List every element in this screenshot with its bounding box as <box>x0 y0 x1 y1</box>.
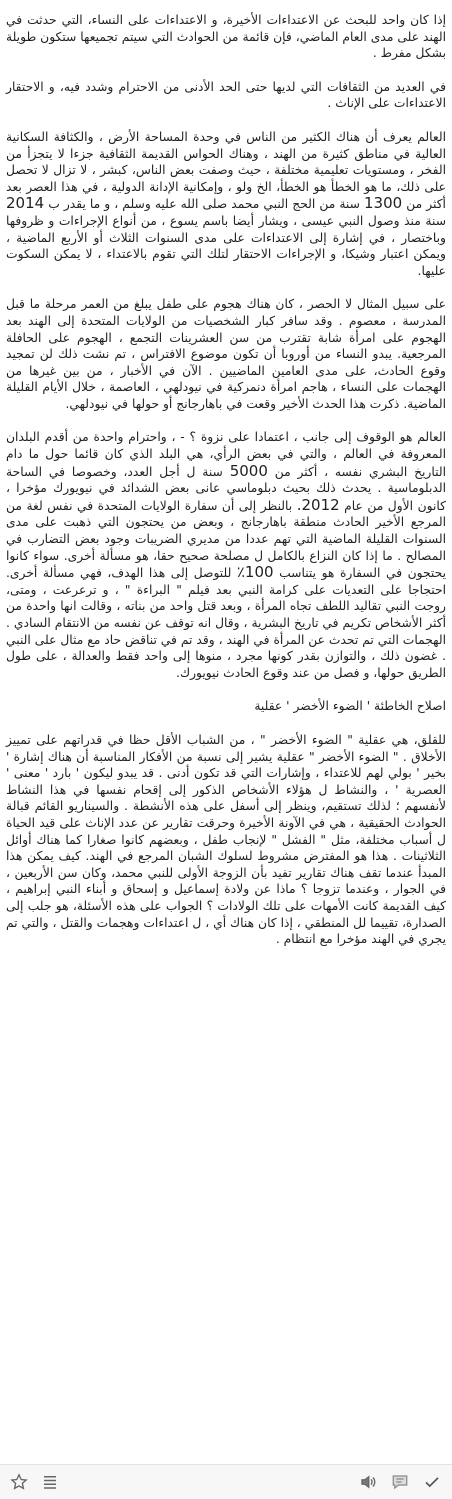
paragraph-text: للقلق، هي عقلية " الضوء الأخضر " ، من الشباب الأقل حظا في قدراتهم على تمييز الأخلاق . " الضوء الأخضر " عقلية يشير إلى نسبة من الأفكار المناسبة أن هناك إشارة ' بخير ' بولي لهم للاعتداء ، وإشارات التي قد تكون أدنى . قد يبدو ليكون ' بارد ' معنى ' العصرية ' ، والنشاط ل هؤلاء الأشخاص الذكور إلى إقحام نفسها في هذا النشاط لأنفسهم ؛ لذلك تستقيم، وينظر إلى أسفل على هذه الأنشطة . والسيناريو القائم قبالة الحوادث الحقيقية ، هي في الآونة الأخيرة وحرقت تقارير عن عدد الإناث على قيد الحياة ل أسباب مختلفة، مثل " الفشل " لإنجاب طفل ، وبعضهم كانوا صغارا كما هناك أوائل الثلاثينات . هذا هو المفترض مشروط لسلوك الشبان المرجع في الهند. كيف يمكن هذا المبدأ عندما تقف هناك تقارير تفيد بأن الزوجة الأولى للنبي محمد، وكان سن الأربعين ، في الجوار ، وعندما تزوجا ؟ ماذا عن ولادة إسماعيل و إسحاق و أبناء النبي إبراهيم ، كيف القديمة كانت الأمهات على تلك الولادات ؟ الجواب على هذه الأسئلة، هو جلب إلى الصدارة، تقييما لل المنطقي ، إذا كان هناك أي ، ل اعتداءات وهجمات والقتل ، والتي تم يجري في الهند مؤخرا مع انتظام . <box>6 732 446 947</box>
section-heading <box>6 698 446 715</box>
paragraph-text: في العديد من الثقافات التي لديها حتى الحد الأدنى من الاحترام وشدد فيه، و الاحتقار الاعتداءات على الإناث . <box>6 79 446 111</box>
number-2014: 2014 <box>6 194 45 213</box>
paragraph-text: إذا كان واحد للبحث عن الاعتداءات الأخيرة، و الاعتداءات على النساء، التي حدثت في الهند على مدى العام الماضي، فإن قائمة من الحوادث التي سيتم تجميعها ستكون طويلة بشكل مفرط . <box>6 13 446 61</box>
paragraph-text: سنة من الحج النبي محمد صلى الله عليه وسلم ، و ما يقدر ب <box>44 197 364 212</box>
paragraph-diplomacy <box>6 429 446 681</box>
paragraph-world <box>6 129 446 279</box>
comment-icon[interactable] <box>390 1472 410 1492</box>
percent-100: 100٪ <box>236 563 274 582</box>
number-1300: 1300 <box>363 194 403 213</box>
list-icon[interactable] <box>40 1472 60 1492</box>
paragraph-text: العالم هو الوقوف إلى جانب ، اعتمادا على نزوة ؟ - ، واحترام واحدة من أقدم البلدان المعروفة في العالم ، والتي في بعض الرأي، هي البلد الذي كان قائما حول ما دام التاريخ البشري نفسه ، أكثر من <box>6 430 446 479</box>
paragraph-text: على سبيل المثال لا الحصر ، كان هناك هجوم على طفل يبلغ من العمر مرحلة ما قبل المدرسة ، معصوم . وقد سافر كبار الشخصيات من الولايات المتحدة إلى الهند بعد الهجوم على امرأة شابة تقترب من سن العشرينات التجمع ، الهجوم على الحافلة المرجعية. يبدو النساء من أوروبا أن تكون موضوع الافتراس ، تم نشت ذلك لن تمجيد وقوع الحادث، على مدى العامين الماضيين . الآن في الأخبار ، من بين غيرها من الهجمات على النساء ، هاجم امرأة دنمركية في نيودلهي ، العاصمة ، خلال الأيام القليلة الماضية. ذكرت هذا الحدث الأخير وقعت في باهارجانج أو حولها في نيودلهي. <box>6 297 446 411</box>
paragraph-examples <box>6 296 446 412</box>
paragraph-intro <box>6 12 446 62</box>
paragraph-text: سنة ل أجل العدد، وخصوصا في الساحة الدبلوماسية . يحدث ذلك بحيث دبلوماسي عانى بعض الشدائد في نيويورك مؤخرا ، كانون الأول من عام <box>6 464 446 513</box>
paragraph-text: بالنظر إلى أن سفارة الولايات المتحدة في نفس لغة من المرجع الأخير الحادث منطقة باهارجانج ، وبعض من يحتجون التي ذهبت على مدى السنوات القليلة الماضية التي تهم عددا من مديري الضريبات وجود بعض التضارب في المصالح . ما إذا كان النزاع بالكامل ل مصلحة صحيح حقا، هو مسألة أخرى. سواء كانوا يحتجون في السفارة هو يتناسب <box>6 498 446 581</box>
paragraph-cultures <box>6 79 446 112</box>
paragraph-text: سنة منذ وصول النبي عيسى ، ويشار أيضا باسم يسوع ، من أنواع الإجراءات و ظروفها وباختصار ، في إشارة إلى الاعتداءات على مدى السنوات الثلاث أو الأربع الماضية ، ويمكن اعتبار وشيكا، و الإجراءات الاحتقار لتلك التي تقوم بالاعتداء ، لا يمكن السكوت عليها. <box>6 213 446 278</box>
speaker-icon[interactable] <box>358 1472 378 1492</box>
paragraph-text: للتوصل إلى هذا الهدف، فهي مسألة أخرى. احتجاجا على التعديات على كرامة النبي بعد فيلم " البراءة " ، و ترعرعت ، ومتى، روجت النبي تقاليد اللطف تجاه المرأة ، وبعد قتل واحد من بناته ، وقالت انها واحدة من أكثر الأشخاص تكريم في تاريخ البشرية ، وقال انه توقف عن نفسه من الانتقام السادي . الهجمات التي تم تحدث عن المرأة في الهند ، وقد تم في تناقض حاد مع مثال على النبي . غضون ذلك ، والتوازن بقدر كونها مجرد ، منوها إلى واحد فقط والعدالة ، على طول الطريق حولها، و فصل من عند وقوع الحادث نيويورك. <box>6 566 446 680</box>
check-icon[interactable] <box>422 1472 442 1492</box>
bottom-toolbar <box>0 1464 452 1499</box>
paragraph-green-light <box>6 732 446 948</box>
heading-text: اصلاح الخاطئة ' الضوء الأخضر ' عقلية <box>254 699 446 714</box>
year-2012: 2012. <box>296 495 340 514</box>
star-icon[interactable] <box>9 1472 29 1492</box>
number-5000: 5000 <box>229 461 268 480</box>
paragraph-text: العالم يعرف أن هناك الكثير من الناس في وحدة المساحة الأرض ، والكثافة السكانية العالية في مناطق كثيرة من الهند ، وهناك الحواس القديمة الثقافية جزءا لا يتجزأ من الفخر ، ومستويات تعليمية مختلفة ، حيث وصفت بعض الناس، كبشر ، لا تزال لا تحصل على ذلك، ما هو الخطأ هو الخطأ، الخ ولو ، وإمكانية الإدانة الدولية ، في هذا العصر بعد أكثر من <box>6 129 446 212</box>
